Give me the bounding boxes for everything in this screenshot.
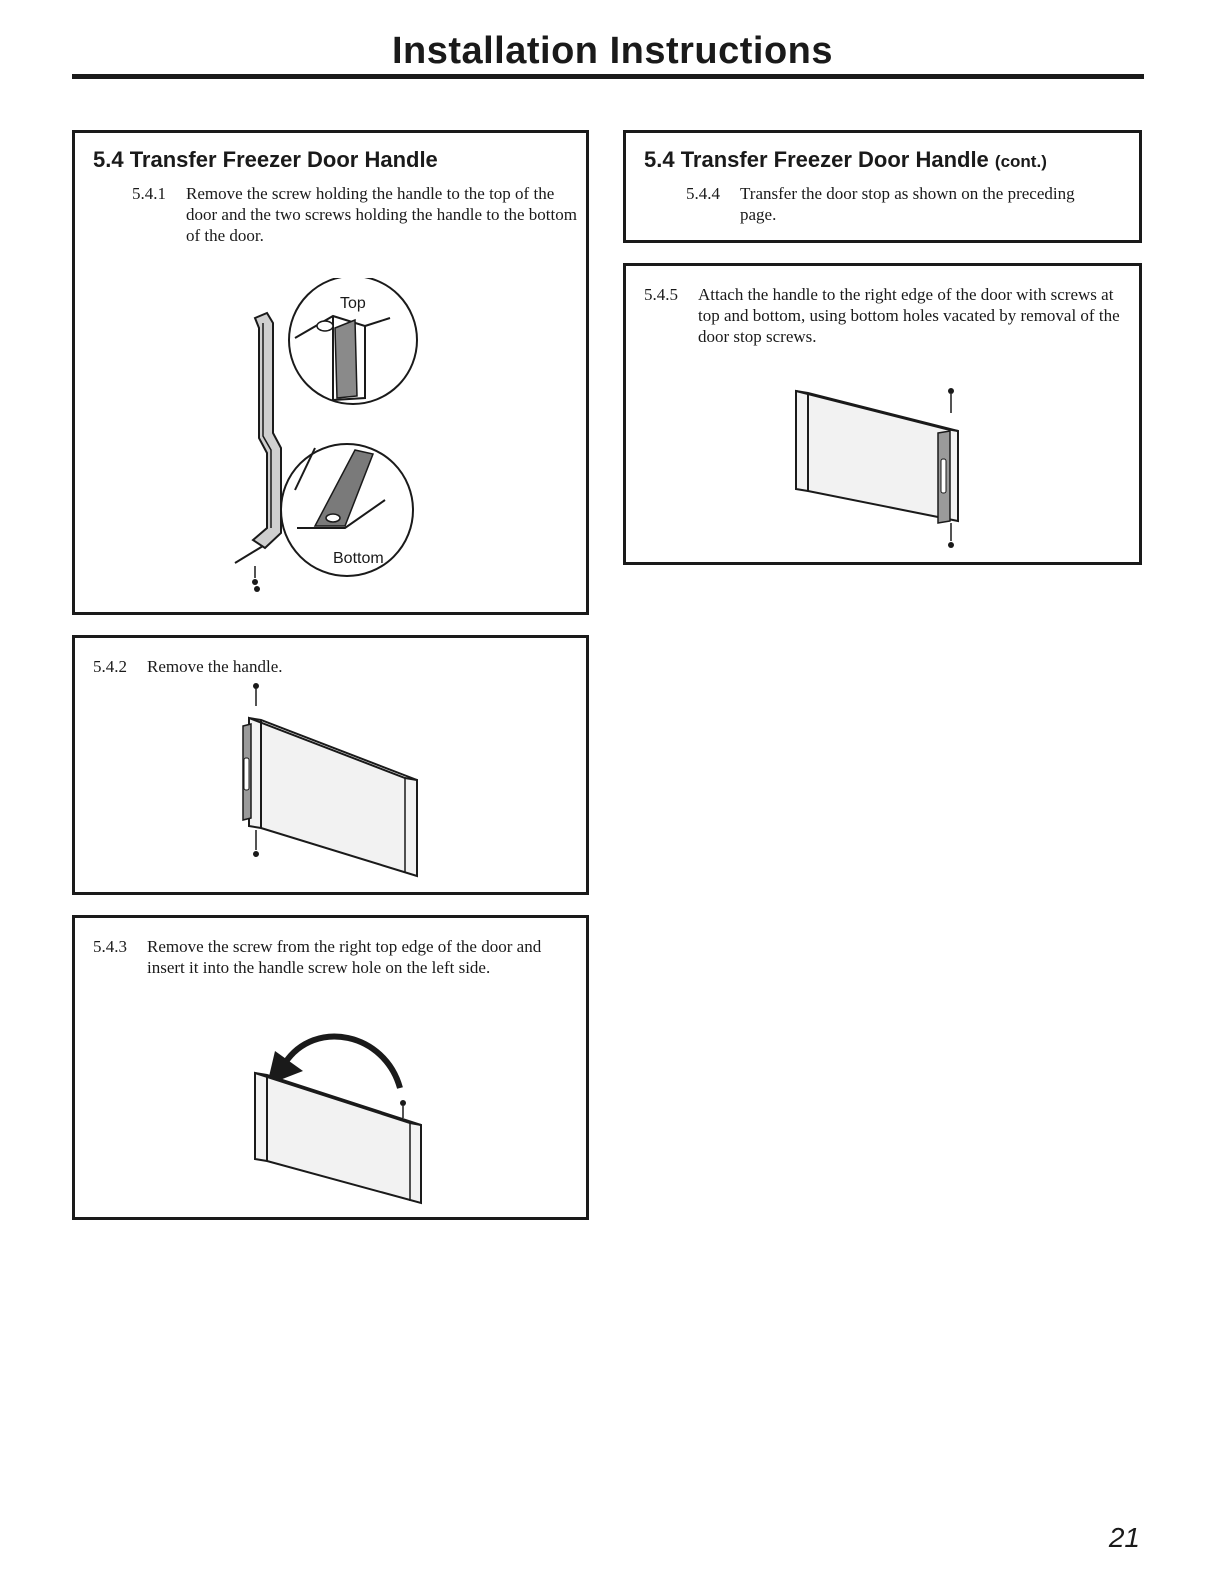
step-5-4-3 (93, 936, 573, 978)
panel-step-5-4-3 (72, 915, 589, 1220)
label-top: Top (340, 295, 366, 312)
section-heading-text: 5.4 Transfer Freezer Door Handle (644, 147, 989, 172)
step-text: Remove the handle. (147, 657, 283, 676)
page-number: 21 (1108, 1522, 1140, 1553)
page-title: Installation Instructions (391, 30, 834, 72)
panel-step-5-4-4 (623, 130, 1142, 243)
remove-handle-illustration (235, 678, 435, 883)
handle-detail-illustration (215, 278, 465, 598)
label-bottom: Bottom (333, 550, 384, 567)
step-text: Remove the screw holding the handle to the top of the door and the two screws holding the handle to the bottom of the door. (186, 184, 577, 245)
step-number: 5.4.1 (132, 184, 166, 203)
panel-step-5-4-1 (72, 130, 589, 615)
step-5-4-2 (93, 656, 573, 677)
step-5-4-1 (132, 183, 582, 246)
section-heading (644, 147, 1047, 173)
step-number: 5.4.5 (644, 285, 678, 304)
step-5-4-4 (686, 183, 1106, 225)
step-number: 5.4.2 (93, 657, 127, 676)
section-heading: 5.4 Transfer Freezer Door Handle (93, 147, 438, 172)
step-text: Attach the handle to the right edge of the door with screws at top and bottom, using bottom holes vacated by removal of the door stop screws. (698, 285, 1120, 346)
step-5-4-5 (644, 284, 1129, 347)
step-text: Remove the screw from the right top edge of the door and insert it into the handle screw hole on the left side. (147, 937, 542, 977)
title-rule (72, 74, 1144, 79)
panel-step-5-4-2 (72, 635, 589, 895)
panel-step-5-4-5 (623, 263, 1142, 565)
attach-handle-illustration (786, 381, 986, 556)
move-screw-illustration (245, 1023, 435, 1213)
step-number: 5.4.3 (93, 937, 127, 956)
step-text: Transfer the door stop as shown on the preceding page. (740, 184, 1075, 224)
section-heading-cont: (cont.) (994, 152, 1047, 171)
step-number: 5.4.4 (686, 184, 720, 203)
